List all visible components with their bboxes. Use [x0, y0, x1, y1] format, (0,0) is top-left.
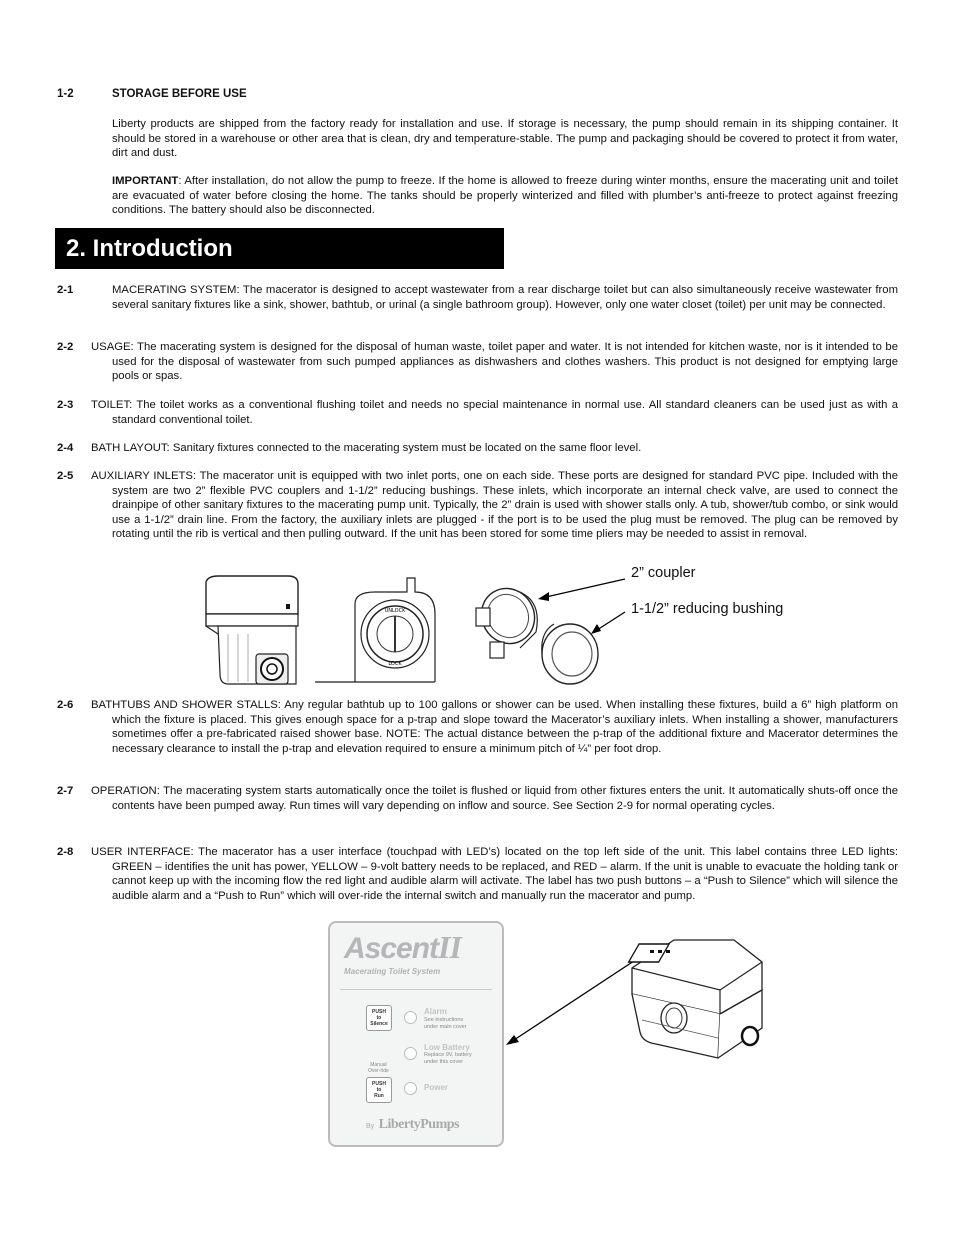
storage-heading: STORAGE BEFORE USE: [112, 88, 247, 100]
item-2-8: [57, 845, 898, 903]
brand-wordmark: AscentII: [344, 929, 461, 965]
maker-logo: By LibertyPumps: [366, 1117, 459, 1132]
item-number: 2-8: [57, 846, 74, 858]
inlet-port-illustration: [315, 574, 435, 686]
item-number: 2-1: [57, 284, 74, 296]
coupler-callout: 2” coupler: [631, 565, 696, 581]
item-number: 2-6: [57, 699, 74, 711]
macerator-unit-illustration: [198, 574, 313, 689]
item-2-2: [57, 340, 898, 384]
battery-title: Low Battery: [424, 1043, 470, 1052]
item-text: AUXILIARY INLETS: The macerator unit is equipped with two inlet ports, one on each side. These ports are designed for standard PVC pipe. Included with the system are two 2” flexible PVC couplers and 1-1/2” reducing bushings. These inlets, which incorporate an internal check valve, are used to connect the drainpipe of other sanitary fixtures to the macerating pump unit. Typically, the 2” drain is used with shower stalls only. A tub, shower/tub combo, or sink would use a 1-1/2” drain line. From the factory, the auxiliary inlets are plugged - if the port is to be used the plug must be removed. The plug can be removed by rotating until the rib is vertical and then pulling outward. If the unit has been stored for some time pliers may be needed to assist in removal.: [91, 470, 898, 540]
manual-override-label: Manual Over-ride: [368, 1062, 389, 1074]
important-text: : After installation, do not allow the pump to freeze. If the home is allowed to freeze during winter months, ensure the macerating unit and toilet are evacuated of water before closing the home. The tanks should be properly winterized and filled with plumber’s anti-freeze to protect against freezing conditions. The battery should also be disconnected.: [112, 175, 898, 216]
power-led: [404, 1082, 417, 1095]
bushing-callout: 1-1/2” reducing bushing: [631, 601, 784, 617]
item-text: BATHTUBS AND SHOWER STALLS: Any regular bathtub up to 100 gallons or shower can be used. When installing these fixtures, build a 6” high platform on which the fixture is placed. This gives enough space for a p-trap and slope toward the Macerator’s auxiliary inlets. When installing a shower, manufacturers sometimes offer a pre-fabricated raised shower base. NOTE: The actual distance between the p-trap of the additional fixture and Macerator determines the necessary clearance to install the p-trap and elevation required to ensure a minimum pitch of ¼” per foot drop.: [91, 699, 898, 755]
item-text: MACERATING SYSTEM: The macerator is designed to accept wastewater from a rear discharge toilet but can also simultaneously receive wastewater from several sanitary fixtures like a sink, shower, bathtub, or urinal (a single bathroom group). However, only one water closet (toilet) per unit may be connected.: [112, 284, 898, 311]
divider: [340, 989, 492, 990]
power-title: Power: [424, 1083, 449, 1092]
important-paragraph: [112, 174, 898, 218]
item-number: 2-5: [57, 470, 74, 482]
item-number: 2-3: [57, 399, 74, 411]
item-2-3: [57, 398, 898, 427]
alarm-desc: See instructions under main cover: [424, 1017, 467, 1030]
item-2-7: [57, 784, 898, 813]
coupler-and-bushing-illustration: [470, 582, 610, 687]
item-text: BATH LAYOUT: Sanitary fixtures connected to the macerating system must be located on the same floor level.: [91, 442, 642, 454]
item-2-5: [57, 469, 898, 542]
svg-text:LOCK: LOCK: [388, 661, 402, 667]
section-title: 2. Introduction: [66, 235, 233, 262]
user-interface-label-panel: [328, 921, 504, 1147]
item-2-4: [57, 441, 898, 456]
push-to-silence-button[interactable]: PUSH to Silence: [366, 1005, 392, 1031]
item-2-6: [57, 698, 898, 756]
brand-subtitle: Macerating Toilet System: [344, 967, 441, 976]
svg-text:UNLOCK: UNLOCK: [384, 608, 406, 614]
section-number-1-2: 1-2: [57, 88, 74, 100]
battery-led: [404, 1047, 417, 1060]
push-to-run-button[interactable]: PUSH to Run: [366, 1077, 392, 1103]
item-text: TOILET: The toilet works as a conventional flushing toilet and needs no special maintenance in normal use. All standard cleaners can be used just as with a standard conventional toilet.: [91, 399, 898, 426]
item-text: OPERATION: The macerating system starts automatically once the toilet is flushed or liquid from other fixtures enters the unit. It automatically shuts-off once the contents have been pumped away. Run times will vary depending on inflow and source. See Section 2-9 for normal operating cycles.: [91, 785, 898, 812]
macerator-unit-top-view-illustration: [622, 932, 772, 1072]
item-number: 2-4: [57, 442, 74, 454]
storage-paragraph: Liberty products are shipped from the factory ready for installation and use. If storage is necessary, the pump should remain in its shipping container. It should be stored in a warehouse or other area that is clean, dry and temperature-stable. The pump and packaging should be covered to protect it from water, dirt and dust.: [112, 118, 898, 159]
item-number: 2-2: [57, 341, 74, 353]
battery-desc: Replace 9V. battery under this cover: [424, 1052, 472, 1065]
item-text: USAGE: The macerating system is designed for the disposal of human waste, toilet paper and water. It is not intended for kitchen waste, nor is it intended to be used for the disposal of wastewater from such pumped appliances as dishwashers and clothes washers. This product is not designed for emptying large pools or spas.: [91, 341, 898, 382]
item-2-1: [57, 283, 898, 312]
section-title-banner: [55, 228, 504, 269]
alarm-title: Alarm: [424, 1007, 447, 1016]
item-text: USER INTERFACE: The macerator has a user interface (touchpad with LED’s) located on the top left side of the unit. This label contains three LED lights: GREEN – identifies the unit has power, YELLOW – 9-volt battery needs to be replaced, and RED – alarm. If the unit is unable to evacuate the holding tank or cannot keep up with the incoming flow the red light and audible alarm will activate. The label has two push buttons – a “Push to Silence” which will silence the audible alarm and a “Push to Run” which will over-ride the internal switch and manually run the macerator and pump.: [91, 846, 898, 902]
important-label: IMPORTANT: [112, 175, 179, 187]
item-number: 2-7: [57, 785, 74, 797]
alarm-led: [404, 1011, 417, 1024]
